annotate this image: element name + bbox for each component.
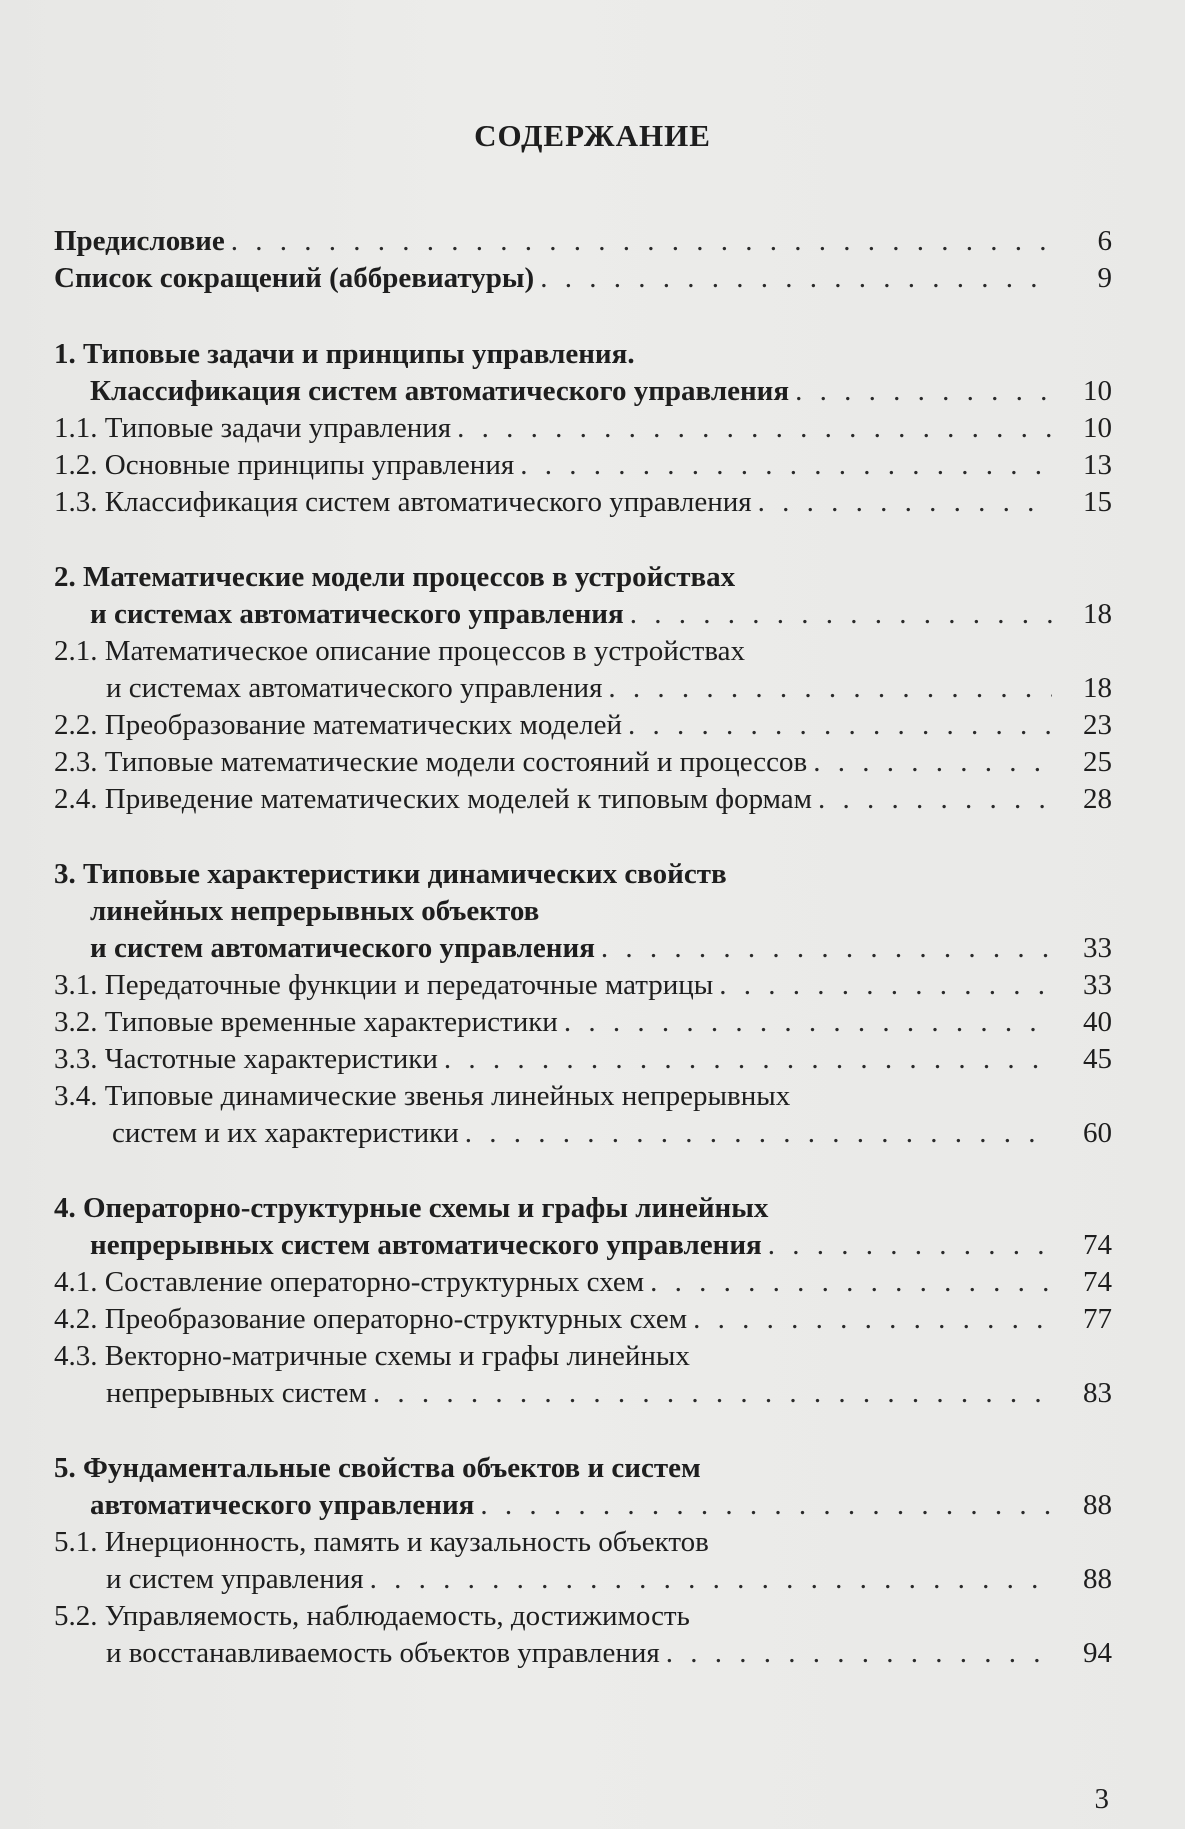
toc-entry-title: и систем автоматического управления	[90, 932, 595, 964]
toc-entry-page: 40	[1083, 1006, 1112, 1038]
toc-entry-title: 5.2. Управляемость, наблюдаемость, достижимость	[54, 1600, 690, 1632]
toc-entry	[54, 706, 1112, 744]
toc-entry	[54, 1449, 1112, 1487]
toc-entry-page: 6	[1097, 225, 1112, 257]
toc-entry	[54, 222, 1112, 260]
toc-entry	[54, 1077, 1112, 1115]
toc-entry-page: 83	[1083, 1377, 1112, 1409]
toc-entry	[54, 1374, 1112, 1412]
toc-entry	[54, 1597, 1112, 1635]
toc-entry	[54, 372, 1112, 410]
toc-entry-title: 5.1. Инерционность, память и каузальность объектов	[54, 1526, 709, 1558]
toc-entry	[54, 1040, 1112, 1078]
dot-leader	[564, 1003, 1052, 1041]
dot-leader	[818, 780, 1052, 818]
toc-entry-page: 88	[1083, 1563, 1112, 1595]
page-title: СОДЕРЖАНИЕ	[474, 118, 711, 153]
toc-entry-title: 1.2. Основные принципы управления	[54, 449, 515, 481]
toc-entry	[54, 1523, 1112, 1561]
dot-leader	[813, 743, 1052, 781]
dot-leader	[693, 1300, 1052, 1338]
toc-entry-page: 60	[1083, 1117, 1112, 1149]
toc-entry	[54, 855, 1112, 893]
toc-entry-page: 10	[1083, 375, 1112, 407]
toc-entry-page: 23	[1083, 709, 1112, 741]
page-number: 3	[1094, 1783, 1109, 1815]
dot-leader	[719, 966, 1052, 1004]
dot-leader	[650, 1263, 1052, 1301]
toc-entry	[54, 1300, 1112, 1338]
toc-entry	[54, 1003, 1112, 1041]
dot-leader	[373, 1374, 1052, 1412]
toc-entry	[54, 1634, 1112, 1672]
dot-leader	[608, 669, 1052, 707]
toc-entry	[54, 1189, 1112, 1227]
toc-entry-page: 88	[1083, 1489, 1112, 1521]
toc-entry-title: 3.1. Передаточные функции и передаточные матрицы	[54, 969, 714, 1001]
toc-entry-title: 2. Математические модели процессов в устройствах	[54, 561, 736, 593]
toc-entry-page: 45	[1083, 1043, 1112, 1075]
toc-entry-page: 28	[1083, 783, 1112, 815]
toc-entry-title: 3.2. Типовые временные характеристики	[54, 1006, 558, 1038]
dot-leader	[520, 446, 1052, 484]
dot-leader	[465, 1114, 1052, 1152]
toc-entry-title: и системах автоматического управления	[90, 598, 624, 630]
toc-entry	[54, 966, 1112, 1004]
toc-entry	[54, 1114, 1112, 1152]
toc-entry-page: 74	[1083, 1229, 1112, 1261]
toc-entry-title: автоматического управления	[90, 1489, 475, 1521]
dot-leader	[768, 1226, 1052, 1264]
dot-leader	[444, 1040, 1052, 1078]
toc-entry-title: 1.1. Типовые задачи управления	[54, 412, 452, 444]
toc-entry-page: 18	[1083, 598, 1112, 630]
toc-entry-title: 1. Типовые задачи и принципы управления.	[54, 338, 635, 370]
toc-entry-title: 2.4. Приведение математических моделей к типовым формам	[54, 783, 813, 815]
toc-entry	[54, 892, 1112, 930]
toc-entry	[54, 446, 1112, 484]
dot-leader	[795, 372, 1052, 410]
toc-entry-page: 77	[1083, 1303, 1112, 1335]
toc-entry-title: систем и их характеристики	[112, 1117, 459, 1149]
toc-entry	[54, 1560, 1112, 1598]
toc-entry-page: 94	[1083, 1637, 1112, 1669]
toc-entry	[54, 632, 1112, 670]
toc-entry-title: непрерывных систем	[106, 1377, 367, 1409]
toc-entry-page: 33	[1083, 932, 1112, 964]
toc-entry-page: 25	[1083, 746, 1112, 778]
toc-entry	[54, 259, 1112, 297]
toc-entry-page: 10	[1083, 412, 1112, 444]
toc-entry-title: и восстанавливаемость объектов управления	[106, 1637, 660, 1669]
dot-leader	[630, 595, 1052, 633]
toc-entry-title: 4.2. Преобразование операторно-структурных схем	[54, 1303, 688, 1335]
toc-entry-title: Классификация систем автоматического управления	[90, 375, 790, 407]
toc-entry	[54, 1263, 1112, 1301]
toc-entry-page: 33	[1083, 969, 1112, 1001]
toc-entry-page: 13	[1083, 449, 1112, 481]
toc-entry-title: 3.4. Типовые динамические звенья линейных непрерывных	[54, 1080, 791, 1112]
toc-entry-page: 18	[1083, 672, 1112, 704]
dot-leader	[370, 1560, 1052, 1598]
dot-leader	[628, 706, 1052, 744]
toc-entry	[54, 1226, 1112, 1264]
dot-leader	[758, 483, 1052, 521]
dot-leader	[480, 1486, 1052, 1524]
toc-entry-title: 1.3. Классификация систем автоматического управления	[54, 486, 752, 518]
toc-entry-title: 2.3. Типовые математические модели состояний и процессов	[54, 746, 808, 778]
toc-entry-title: Предисловие	[54, 225, 225, 257]
toc-entry	[54, 1486, 1112, 1524]
toc-entry	[54, 595, 1112, 633]
toc-entry-page: 9	[1097, 262, 1112, 294]
toc-entry-title: 2.2. Преобразование математических моделей	[54, 709, 623, 741]
toc-entry	[54, 669, 1112, 707]
toc-entry-title: линейных непрерывных объектов	[90, 895, 540, 927]
toc-entry	[54, 743, 1112, 781]
toc-entry-title: 3. Типовые характеристики динамических свойств	[54, 858, 727, 890]
toc-entry-title: непрерывных систем автоматического управления	[90, 1229, 762, 1261]
dot-leader	[666, 1634, 1052, 1672]
toc-entry	[54, 335, 1112, 373]
toc-entry-title: Список сокращений (аббревиатуры)	[54, 262, 535, 294]
dot-leader	[231, 222, 1052, 260]
toc-entry	[54, 483, 1112, 521]
toc-entry-title: 5. Фундаментальные свойства объектов и систем	[54, 1452, 701, 1484]
dot-leader	[540, 259, 1052, 297]
toc-entry	[54, 409, 1112, 447]
toc-entry-title: и системах автоматического управления	[106, 672, 603, 704]
toc-entry	[54, 558, 1112, 596]
toc-entry-page: 74	[1083, 1266, 1112, 1298]
toc-entry	[54, 1337, 1112, 1375]
dot-leader	[601, 929, 1052, 967]
toc-entry-title: 3.3. Частотные характеристики	[54, 1043, 438, 1075]
toc-entry-title: 4.1. Составление операторно-структурных схем	[54, 1266, 645, 1298]
dot-leader	[457, 409, 1052, 447]
toc-entry-title: и систем управления	[106, 1563, 364, 1595]
toc-entry-title: 4.3. Векторно-матричные схемы и графы линейных	[54, 1340, 690, 1372]
toc-entry-title: 4. Операторно-структурные схемы и графы линейных	[54, 1192, 769, 1224]
toc-entry	[54, 929, 1112, 967]
toc-entry	[54, 780, 1112, 818]
toc-entry-page: 15	[1083, 486, 1112, 518]
toc-entry-title: 2.1. Математическое описание процессов в устройствах	[54, 635, 746, 667]
